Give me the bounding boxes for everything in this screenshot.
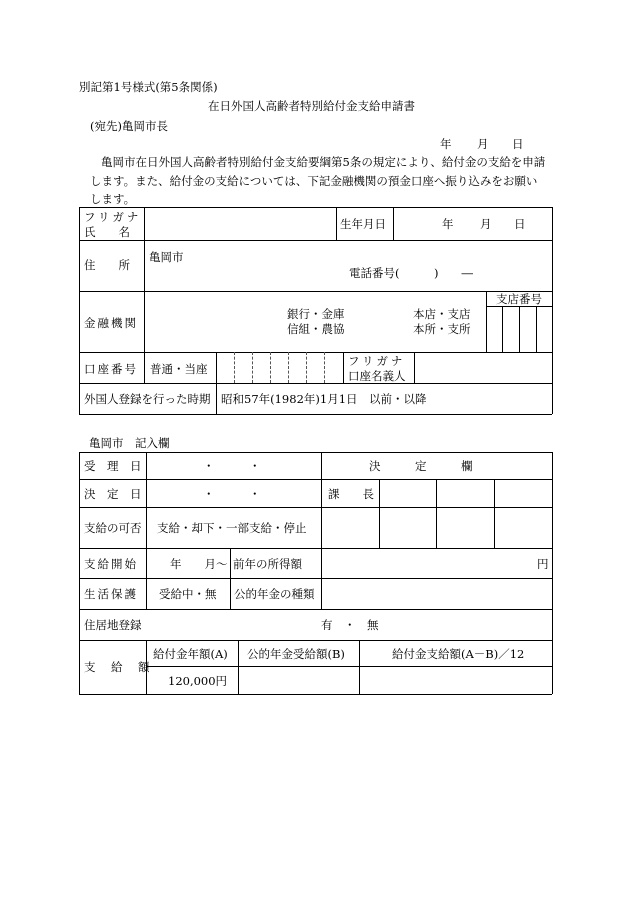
eligibility-label: 支給の可否 — [84, 521, 142, 535]
yen-unit: 円 — [537, 557, 549, 571]
birth-day-label: 日 — [514, 217, 526, 231]
date-month-label: 月 — [477, 137, 489, 151]
decided-date-label: 決 定 日 — [84, 487, 142, 501]
account-type: 普通・当座 — [150, 362, 208, 376]
birth-year-label: 年 — [442, 217, 454, 231]
branch-type-1: 本店・支店 — [413, 307, 471, 321]
account-number-label: 口座番号 — [84, 362, 138, 376]
pension-type-label: 公的年金の種類 — [234, 587, 315, 601]
monthly-payment-formula: 給付金支給額(A－B)／12 — [392, 647, 525, 661]
birthdate-label: 生年月日 — [340, 217, 386, 231]
date-day-label: 日 — [512, 137, 524, 151]
payment-start-label: 支給開始 — [84, 557, 138, 571]
date-year-label: 年 — [440, 137, 452, 151]
received-date-label: 受 理 日 — [84, 459, 142, 473]
holder-furigana-label: フリガナ — [348, 354, 406, 368]
annual-amount-label: 給付金年額(A) — [153, 647, 228, 661]
address-city: 亀岡市 — [149, 250, 184, 264]
decided-date-dots: ・ ・ — [203, 487, 261, 501]
residence-registration-label: 住居地登録 — [84, 618, 142, 632]
eligibility-options: 支給・却下・一部支給・停止 — [157, 521, 307, 535]
pension-received-label: 公的年金受給額(B) — [247, 647, 345, 661]
furigana-label: フリガナ — [84, 210, 142, 224]
addressee: (宛先)亀岡市長 — [90, 119, 168, 133]
welfare-label: 生活保護 — [84, 587, 138, 601]
received-date-dots: ・ ・ — [203, 459, 261, 473]
branch-number-label: 支店番号 — [496, 292, 542, 306]
branch-type-2: 本所・支所 — [413, 322, 471, 336]
payment-amount-label: 支 給 額 — [84, 660, 152, 674]
intro-line-3: します。 — [90, 192, 136, 206]
bank-label: 金融機関 — [84, 316, 138, 330]
birth-month-label: 月 — [480, 217, 492, 231]
address-label: 住 所 — [84, 258, 130, 272]
bank-type-1: 銀行・金庫 — [287, 307, 345, 321]
office-section-title: 亀岡市 記入欄 — [89, 436, 170, 450]
form-title: 在日外国人高齢者特別給付金支給申請書 — [208, 99, 415, 113]
welfare-value: 受給中・無 — [159, 587, 217, 601]
name-field[interactable] — [145, 208, 335, 239]
annual-amount-value: 120,000円 — [168, 674, 228, 688]
intro-line-2: します。また、給付金の支給については、下記金融機関の預金口座へ振り込みをお願い — [90, 174, 538, 188]
previous-income-label: 前年の所得額 — [233, 557, 302, 571]
residence-registration-value: 有 ・ 無 — [321, 618, 379, 632]
registration-value: 昭和57年(1982年)1月1日 以前・以降 — [221, 392, 427, 406]
address-field[interactable] — [190, 245, 480, 285]
intro-line-1: 亀岡市在日外国人高齢者特別給付金支給要綱第5条の規定により、給付金の支給を申請 — [101, 155, 546, 169]
section-chief-label: 課 長 — [328, 487, 374, 501]
account-holder-field[interactable] — [415, 353, 551, 382]
form-number: 別記第1号様式(第5条関係) — [79, 80, 218, 94]
name-label: 氏 名 — [84, 225, 130, 239]
bank-type-2: 信組・農協 — [287, 322, 345, 336]
holder-name-label: 口座名義人 — [348, 369, 406, 383]
payment-start-value: 年 月～ — [170, 557, 228, 571]
phone-label: 電話番号( ) ― — [349, 266, 473, 280]
decision-column-label: 決 定 欄 — [369, 459, 473, 473]
registration-label: 外国人登録を行った時期 — [84, 392, 211, 406]
